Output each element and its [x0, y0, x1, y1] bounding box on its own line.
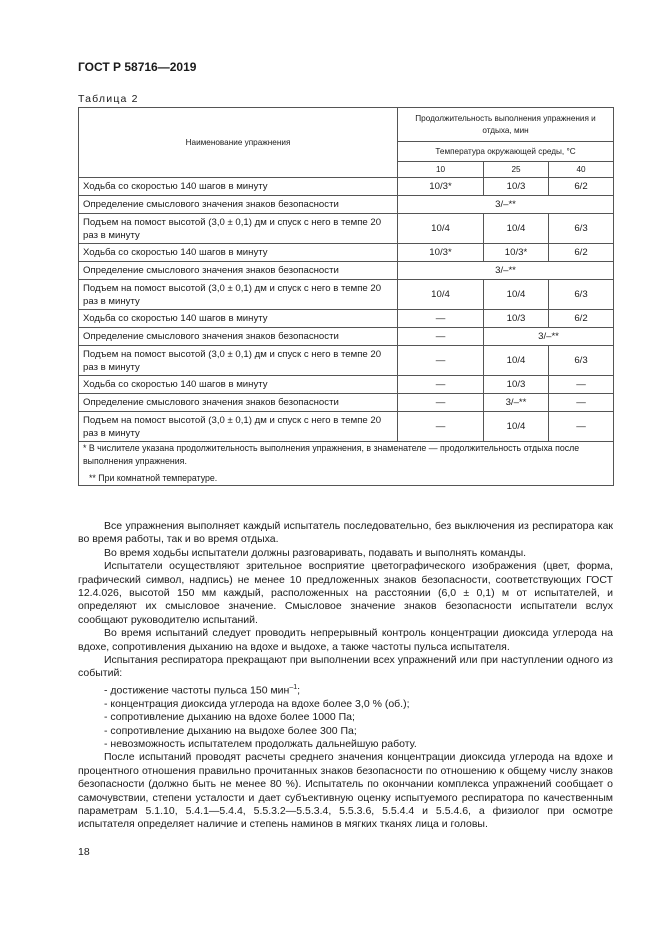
exercise-name: Ходьба со скоростью 140 шагов в минуту [79, 376, 398, 394]
table-notes-row [79, 442, 614, 486]
table-row [79, 328, 614, 346]
cell-value: 3/–** [484, 328, 614, 346]
superscript: –1 [289, 683, 298, 691]
table-row [79, 412, 614, 442]
cell-value: 6/2 [549, 178, 614, 196]
table-row [79, 196, 614, 214]
table-row [79, 346, 614, 376]
cell-value: 6/2 [549, 244, 614, 262]
temp-40: 40 [549, 162, 614, 178]
cell-value: 10/4 [484, 280, 549, 310]
cell-value: 10/4 [398, 280, 484, 310]
paragraph: Во время ходьбы испытатели должны разговаривать, подавать и выполнять команды. [104, 546, 527, 559]
table-row [79, 280, 614, 310]
col-temp-header: Температура окружающей среды, °С [398, 142, 614, 162]
cell-value: 10/4 [484, 346, 549, 376]
list-item-text: - достижение частоты пульса 150 мин [104, 684, 290, 697]
exercise-name: Подъем на помост высотой (3,0 ± 0,1) дм и спуск с него в темпе 20 раз в минуту [79, 412, 398, 442]
cell-value: — [398, 394, 484, 412]
exercise-table [78, 107, 614, 486]
exercise-name: Подъем на помост высотой (3,0 ± 0,1) дм и спуск с него в темпе 20 раз в минуту [79, 214, 398, 244]
page-number: 18 [78, 846, 90, 858]
cell-value: — [549, 394, 614, 412]
cell-value: 6/3 [549, 280, 614, 310]
cell-value: 10/3* [398, 244, 484, 262]
temp-25: 25 [484, 162, 549, 178]
exercise-name: Ходьба со скоростью 140 шагов в минуту [79, 178, 398, 196]
cell-value: — [398, 376, 484, 394]
cell-value: — [398, 328, 484, 346]
paragraph: После испытаний проводят расчеты среднего значения концентрации диоксида углерода на вдохе и процентного отношения правильно прочитанных знаков безопасности по отношению к общему числу знаков безопасности (должно быть не менее 80 %). Испытатель по окончании комплекса упражнений сообщает о самочувствии, степени усталости и дает субъективную оценку испытуемого респиратора по качественным параметрам 5.1.10, 5.4.1—5.4.4, 5.5.3.2—5.5.3.4, 5.5.3.6, 5.5.4.4 и 5.5.4.6, а физиолог при осмотре испытателя определяет наличие и степень наминов в мягких тканях лица и головы. [78, 751, 613, 831]
cell-value: 10/4 [484, 412, 549, 442]
table-notes [79, 442, 614, 486]
paragraph: Во время испытаний следует проводить непрерывный контроль концентрации диоксида углерода на вдохе, сопротивления дыханию на вдохе и выдохе, а также частоты пульса испытателя. [78, 627, 613, 653]
table-row [79, 310, 614, 328]
paragraph: Испытатели осуществляют зрительное восприятие цветографического изображения (цвет, форма, графический символ, надпись) не менее 10 предложенных знаков безопасности, соответствующих ГОСТ 12.4.026, высотой 150 мм каждый, расположенных на расстоянии (6,0 ± 0,1) м от испытателей, и определяют их смысловое значение. Смысловое значение знаков безопасности испытатели вслух сообщают руководителю испытаний. [78, 560, 613, 626]
cell-value: — [549, 376, 614, 394]
cell-value: 6/3 [549, 346, 614, 376]
table-caption: Таблица 2 [78, 93, 139, 105]
list-item: - невозможность испытателем продолжать дальнейшую работу. [104, 738, 417, 750]
paragraph: Все упражнения выполняет каждый испытатель последовательно, без выключения из респиратора как во время работы, так и во время отдыха. [78, 520, 613, 546]
list-item: - сопротивление дыханию на вдохе более 1000 Па; [104, 711, 355, 724]
cell-value: — [549, 412, 614, 442]
exercise-name: Определение смыслового значения знаков безопасности [79, 328, 398, 346]
list-item: - концентрация диоксида углерода на вдохе более 3,0 % (об.); [104, 697, 410, 710]
exercise-name: Подъем на помост высотой (3,0 ± 0,1) дм и спуск с него в темпе 20 раз в минуту [79, 346, 398, 376]
cell-value: 3/–** [484, 394, 549, 412]
body-text [78, 520, 613, 832]
temp-10: 10 [398, 162, 484, 178]
cell-value: 3/–** [398, 262, 614, 280]
cell-value: 6/3 [549, 214, 614, 244]
table-row [79, 262, 614, 280]
cell-value: 10/4 [484, 214, 549, 244]
table-row [79, 394, 614, 412]
list-item [78, 681, 613, 698]
cell-value: 10/3 [484, 178, 549, 196]
cell-value: 3/–** [398, 196, 614, 214]
document-header: ГОСТ Р 58716—2019 [78, 60, 197, 74]
cell-value: 10/3* [484, 244, 549, 262]
table-row [79, 178, 614, 196]
cell-value: 6/2 [549, 310, 614, 328]
cell-value: — [398, 412, 484, 442]
list-item: - сопротивление дыханию на выдохе более 300 Па; [104, 724, 357, 737]
exercise-name: Ходьба со скоростью 140 шагов в минуту [79, 244, 398, 262]
stop-conditions-list [78, 681, 613, 752]
exercise-name: Подъем на помост высотой (3,0 ± 0,1) дм и спуск с него в темпе 20 раз в минуту [79, 280, 398, 310]
exercise-name: Ходьба со скоростью 140 шагов в минуту [79, 310, 398, 328]
col-name-header: Наименование упражнения [79, 108, 398, 178]
cell-value: 10/3* [398, 178, 484, 196]
col-duration-header: Продолжительность выполнения упражнения и отдыха, мин [398, 108, 614, 142]
table-row [79, 244, 614, 262]
table-note-1: * В числителе указана продолжительность выполнения упражнения, в знаменателе — продолжительность отдыха после выполнения упражнения. [83, 443, 580, 466]
cell-value: — [398, 310, 484, 328]
table-row [79, 214, 614, 244]
table-note-2: ** При комнатной температуре. [89, 473, 218, 483]
list-item-text: ; [297, 684, 301, 697]
table-row [79, 376, 614, 394]
cell-value: — [398, 346, 484, 376]
exercise-name: Определение смыслового значения знаков безопасности [79, 262, 398, 280]
exercise-name: Определение смыслового значения знаков безопасности [79, 394, 398, 412]
cell-value: 10/3 [484, 310, 549, 328]
paragraph: Испытания респиратора прекращают при выполнении всех упражнений или при наступлении одного из событий: [78, 654, 613, 680]
cell-value: 10/3 [484, 376, 549, 394]
cell-value: 10/4 [398, 214, 484, 244]
exercise-name: Определение смыслового значения знаков безопасности [79, 196, 398, 214]
